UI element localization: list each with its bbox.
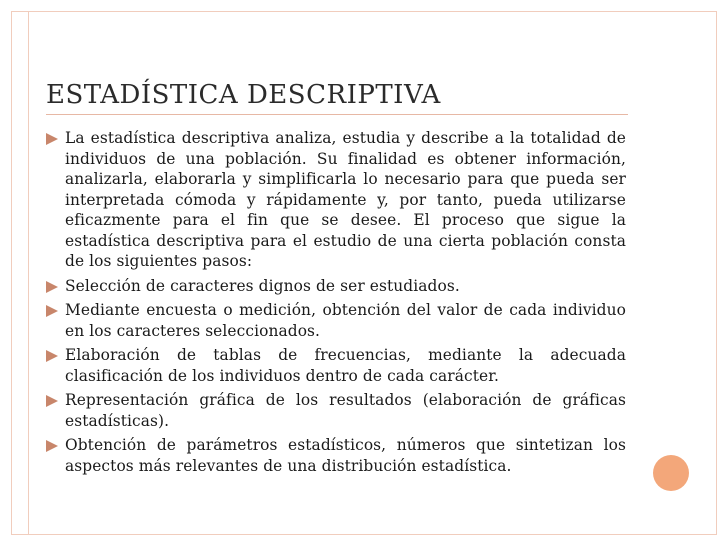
bullet-item (46, 345, 626, 386)
bullet-text: Mediante encuesta o medición, obtención del valor de cada individuo en los caracteres seleccionados. (65, 301, 626, 340)
bullet-item (46, 128, 626, 272)
triangle-bullet-icon (46, 440, 58, 452)
bullet-text: Obtención de parámetros estadísticos, números que sintetizan los aspectos más relevantes de una distribución estadística. (65, 436, 626, 475)
decorative-circle (653, 455, 689, 491)
bullet-text: Selección de caracteres dignos de ser estudiados. (65, 276, 460, 295)
bullet-list (46, 128, 626, 480)
bullet-item (46, 300, 626, 341)
bullet-text: Representación gráfica de los resultados (elaboración de gráficas estadísticas). (65, 391, 626, 430)
bullet-item (46, 390, 626, 431)
title-divider (46, 114, 628, 115)
triangle-bullet-icon (46, 281, 58, 293)
triangle-bullet-icon (46, 133, 58, 145)
bullet-item (46, 276, 626, 297)
triangle-bullet-icon (46, 305, 58, 317)
bullet-item (46, 435, 626, 476)
frame-vertical-line (28, 11, 29, 535)
triangle-bullet-icon (46, 350, 58, 362)
bullet-text: Elaboración de tablas de frecuencias, mediante la adecuada clasificación de los individuos dentro de cada carácter. (65, 346, 626, 385)
slide-title: ESTADÍSTICA DESCRIPTIVA (46, 80, 441, 110)
triangle-bullet-icon (46, 395, 58, 407)
bullet-text: La estadística descriptiva analiza, estudia y describe a la totalidad de individuos de una población. Su finalidad es obtener información, analizarla, elaborarla y simplificarla lo necesario para que pueda ser interpretada cómoda y rápidamente y, por tanto, pueda utilizarse eficazmente para el fin que se desee. El proceso que sigue la estadística descriptiva para el estudio de una cierta población consta de los siguientes pasos: (65, 129, 626, 270)
